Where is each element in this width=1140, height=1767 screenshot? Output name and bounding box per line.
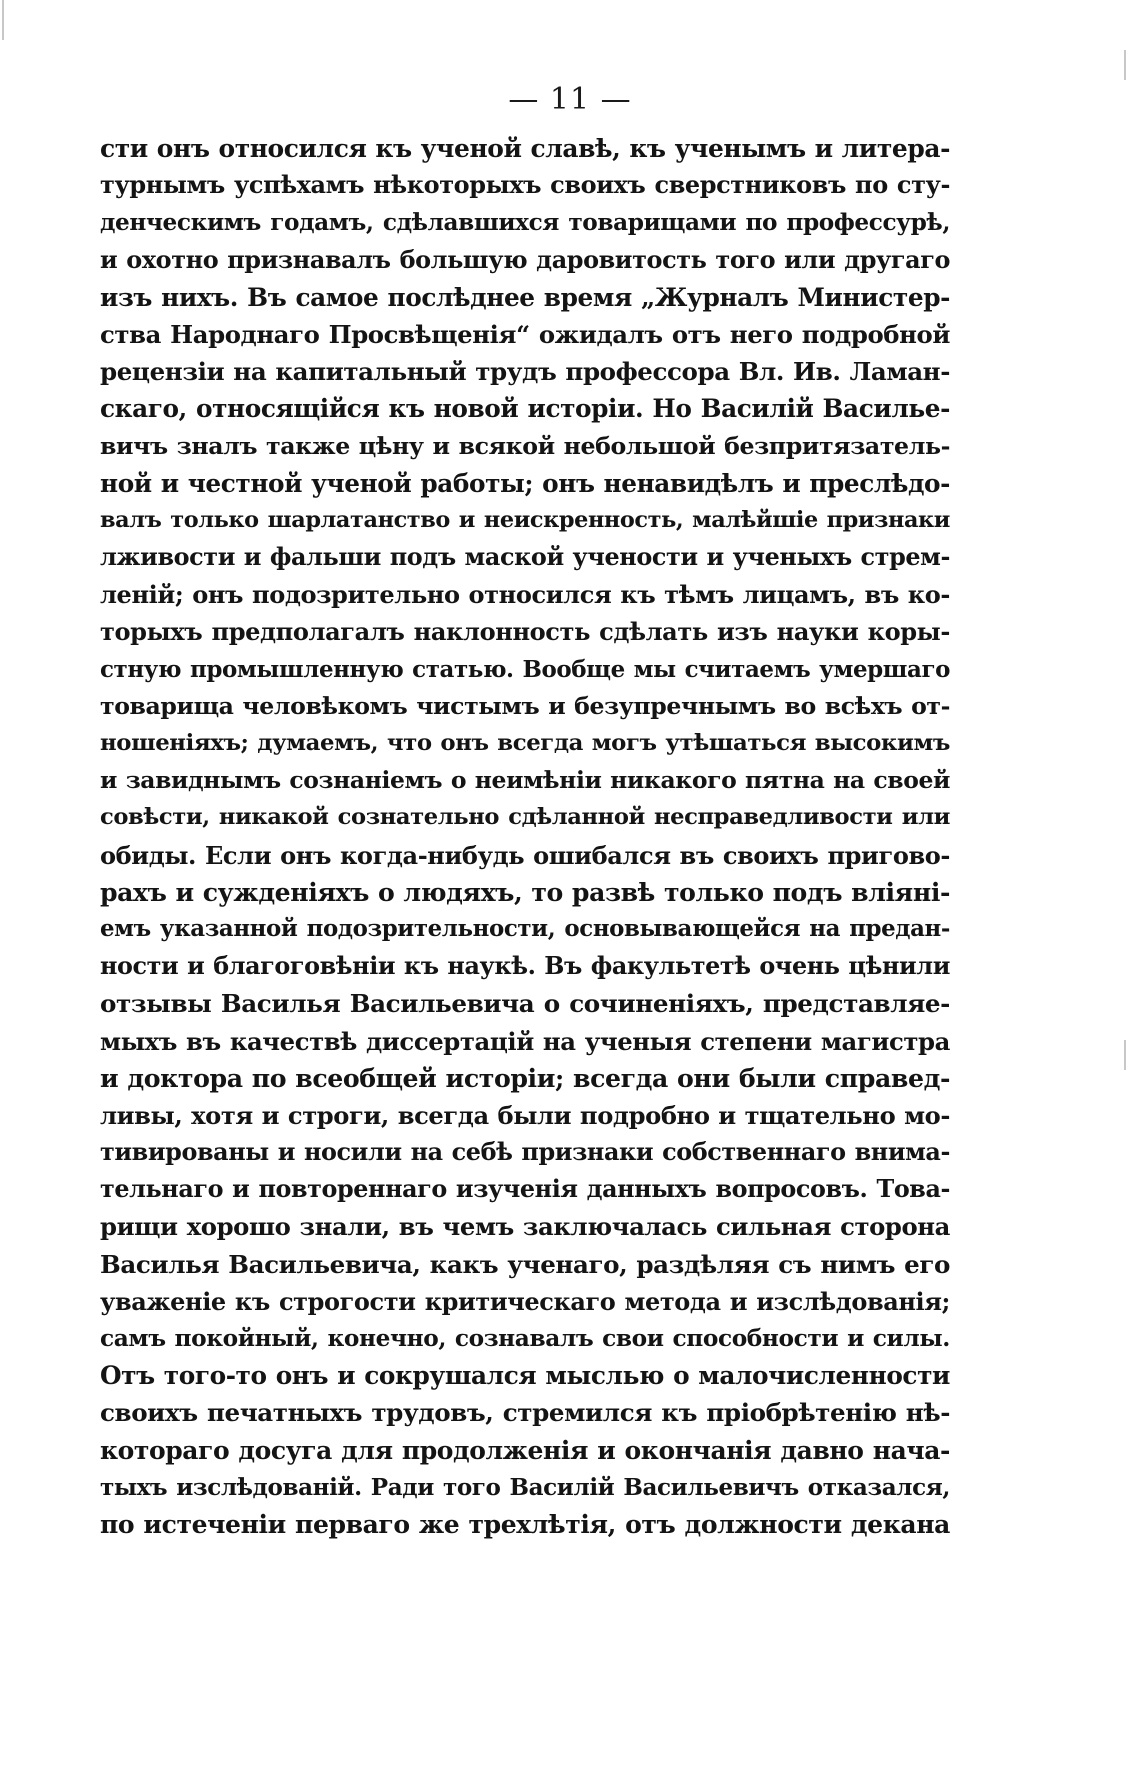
text-line: тельнаго и повтореннаго изученія данныхъ вопросовъ. Това- bbox=[100, 1175, 950, 1204]
text-line: денческимъ годамъ, сдѣлавшихся товарищами по профессурѣ, bbox=[100, 209, 950, 237]
text-line: своихъ печатныхъ трудовъ, стремился къ пріобрѣтенію нѣ- bbox=[100, 1398, 950, 1428]
text-line: мыхъ въ качествѣ диссертацій на ученыя степени магистра bbox=[100, 1026, 950, 1056]
text-line: ности и благоговѣніи къ наукѣ. Въ факультетѣ очень цѣнили bbox=[100, 952, 950, 981]
text-line: ливы, хотя и строги, всегда были подробно и тщательно мо- bbox=[100, 1100, 950, 1130]
text-line: стную промышленную статью. Вообще мы считаемъ умершаго bbox=[100, 655, 950, 683]
text-line: лживости и фальши подъ маской учености и ученыхъ стрем- bbox=[100, 543, 950, 572]
scan-edge-mark bbox=[2, 0, 4, 40]
text-line: отзывы Василья Васильевича о сочиненіяхъ, представляе- bbox=[100, 989, 950, 1019]
text-line: совѣсти, никакой сознательно сдѣланной несправедливости или bbox=[100, 804, 950, 831]
text-line: ства Народнаго Просвѣщенія“ ожидалъ отъ него подробной bbox=[100, 319, 950, 349]
text-line: котораго досуга для продолженія и окончанія давно нача- bbox=[100, 1435, 950, 1465]
text-line: рахъ и сужденіяхъ о людяхъ, то развѣ только подъ вліяні- bbox=[100, 876, 950, 907]
text-line: сти онъ относился къ ученой славѣ, къ ученымъ и литера- bbox=[100, 134, 950, 163]
text-line: валъ только шарлатанство и неискренность, малѣйшіе признаки bbox=[100, 506, 950, 533]
text-line: скаго, относящійся къ новой исторіи. Но Василій Василье- bbox=[100, 394, 950, 424]
scan-edge-mark bbox=[1124, 1040, 1126, 1070]
text-line: Отъ того-то онъ и сокрушался мыслью о малочисленности bbox=[100, 1361, 950, 1391]
text-line: тыхъ изслѣдованій. Ради того Василій Васильевичъ отказался, bbox=[100, 1473, 950, 1501]
body-text bbox=[100, 130, 950, 1543]
page-number: — 11 — bbox=[508, 82, 632, 117]
text-line: тивированы и носили на себѣ признаки собственнаго внима- bbox=[100, 1138, 950, 1167]
text-line: Василья Васильевича, какъ ученаго, раздѣляя съ нимъ его bbox=[100, 1249, 950, 1279]
text-line: самъ покойный, конечно, сознавалъ свои способности и силы. bbox=[100, 1325, 950, 1352]
text-line: торыхъ предполагалъ наклонность сдѣлать изъ науки коры- bbox=[100, 617, 950, 647]
text-line: уваженіе къ строгости критическаго метода и изслѣдованія; bbox=[100, 1286, 950, 1316]
text-line: рищи хорошо знали, въ чемъ заключалась сильная сторона bbox=[100, 1212, 950, 1242]
text-line: и доктора по всеобщей исторіи; всегда они были справед- bbox=[100, 1062, 950, 1093]
text-line: турнымъ успѣхамъ нѣкоторыхъ своихъ сверстниковъ по сту- bbox=[100, 171, 950, 200]
scan-edge-mark bbox=[1124, 50, 1126, 80]
text-line: рецензіи на капитальный трудъ профессора Вл. Ив. Ламан- bbox=[100, 357, 950, 387]
text-line: обиды. Если онъ когда-нибудь ошибался въ своихъ пригово- bbox=[100, 840, 950, 870]
text-line: емъ указанной подозрительности, основывающейся на предан- bbox=[100, 915, 950, 942]
text-line: леній; онъ подозрительно относился къ тѣмъ лицамъ, въ ко- bbox=[100, 580, 950, 610]
text-line: и завиднымъ сознаніемъ о неимѣніи никакого пятна на своей bbox=[100, 766, 950, 795]
text-line: изъ нихъ. Въ самое послѣднее время „Журналъ Министер- bbox=[100, 282, 950, 312]
text-line: ной и честной ученой работы; онъ ненавидѣлъ и преслѣдо- bbox=[100, 468, 950, 498]
text-line: вичъ зналъ также цѣну и всякой небольшой безпритязатель- bbox=[100, 431, 950, 460]
text-line: по истеченіи перваго же трехлѣтія, отъ должности декана bbox=[100, 1508, 950, 1539]
text-line: ношеніяхъ; думаемъ, что онъ всегда могъ утѣшаться высокимъ bbox=[100, 730, 950, 756]
text-line: и охотно признавалъ большую даровитость того или другаго bbox=[100, 245, 950, 274]
text-line: товарища человѣкомъ чистымъ и безупречнымъ во всѣхъ от- bbox=[100, 691, 950, 720]
